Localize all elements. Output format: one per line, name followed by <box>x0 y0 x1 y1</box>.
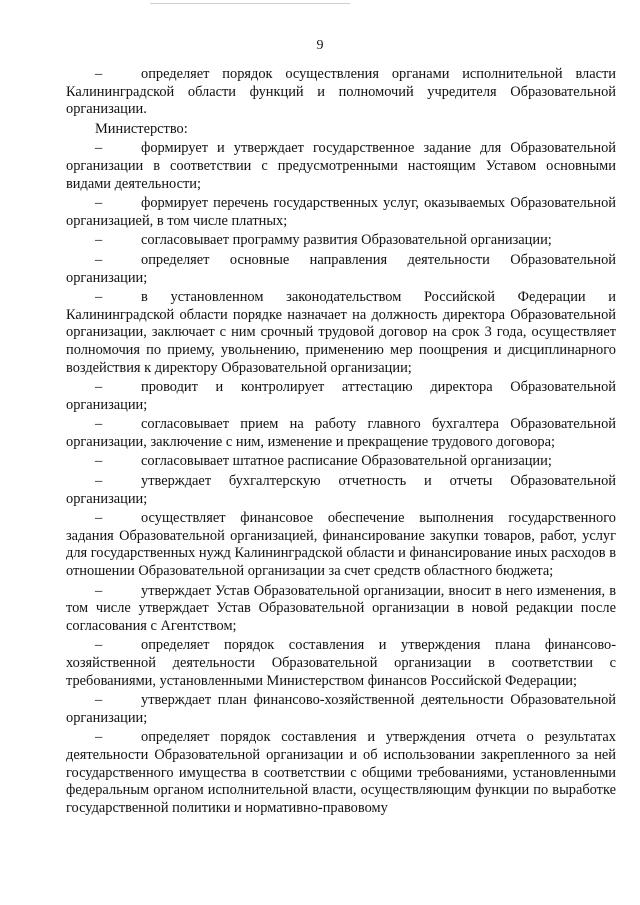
paragraph <box>66 637 616 690</box>
paragraph-text: утверждает бухгалтерскую отчетность и отчеты Образовательной организации; <box>66 473 616 507</box>
page-top-rule <box>150 3 350 4</box>
list-dash: – <box>95 232 103 249</box>
paragraph <box>66 379 616 414</box>
paragraph-text: Министерство: <box>95 120 188 137</box>
list-dash: – <box>95 379 103 396</box>
list-dash: – <box>95 140 103 157</box>
list-dash: – <box>95 289 103 306</box>
paragraph-text: определяет порядок составления и утверждения плана финансово-хозяйственной деятельности Образовательной организации в соответствии с требованиями, установленными Министерством финансов Российской Федерации; <box>66 637 616 689</box>
paragraph <box>66 453 616 471</box>
paragraph-text: осуществляет финансовое обеспечение выполнения государственного задания Образовательной организацией, финансирование закупки товаров, работ, услуг для государственных нужд Калининградской области и финансирование иных расходов в отношении Образовательной организации за счет средств областного бюджета; <box>66 510 616 580</box>
paragraph <box>66 140 616 193</box>
paragraph-text: утверждает Устав Образовательной организации, вносит в него изменения, в том числе утверждает Устав Образовательной организации в новой редакции после согласования с Агентством; <box>66 582 616 634</box>
paragraph <box>66 473 616 508</box>
paragraph-text: в установленном законодательством Российской Федерации и Калининградской области порядке назначает на должность директора Образовательной организации, заключает с ним срочный трудовой договор на срок 3 года, осуществляет полномочия по приему, увольнению, применению мер поощрения и дисциплинарного воздействия к директору Образовательной организации; <box>66 289 616 376</box>
paragraph-text: согласовывает прием на работу главного бухгалтера Образовательной организации, заключение с ним, изменение и прекращение трудового договора; <box>66 416 616 450</box>
paragraph <box>66 729 616 817</box>
paragraph <box>66 416 616 451</box>
paragraph <box>66 692 616 727</box>
list-dash: – <box>95 416 103 433</box>
list-dash: – <box>95 195 103 212</box>
paragraph <box>66 289 616 377</box>
paragraph-text: утверждает план финансово-хозяйственной деятельности Образовательной организации; <box>66 692 616 726</box>
paragraph <box>66 252 616 287</box>
paragraph-text: проводит и контролирует аттестацию директора Образовательной организации; <box>66 379 616 413</box>
page-number: 9 <box>316 38 324 53</box>
list-dash: – <box>95 473 103 490</box>
paragraph <box>66 232 616 250</box>
list-dash: – <box>95 637 103 654</box>
paragraph-text: определяет основные направления деятельности Образовательной организации; <box>66 251 616 286</box>
paragraph <box>66 195 616 230</box>
paragraph <box>66 66 616 119</box>
paragraph-text: определяет порядок осуществления органами исполнительной власти Калининградской области функций и полномочий учредителя Образовательной организации. <box>66 66 616 118</box>
list-dash: – <box>95 453 103 470</box>
paragraph-text: формирует перечень государственных услуг, оказываемых Образовательной организацией, в том числе платных; <box>66 195 616 229</box>
list-dash: – <box>95 692 103 709</box>
list-dash: – <box>95 251 103 268</box>
list-dash: – <box>95 582 103 599</box>
paragraph <box>66 583 616 636</box>
paragraph-text: определяет порядок составления и утверждения отчета о результатах деятельности Образовательной организации и об использовании закрепленного за ней государственного имущества в соответствии с общими требованиями, установленными федеральным органом исполнительной власти, осуществляющим функции по выработке государственной политики и нормативно-правовому <box>66 729 616 816</box>
document-body <box>66 66 616 819</box>
paragraph-text: согласовывает штатное расписание Образовательной организации; <box>141 453 552 470</box>
paragraph <box>66 510 616 580</box>
paragraph <box>66 121 616 139</box>
list-dash: – <box>95 729 103 746</box>
list-dash: – <box>95 66 103 82</box>
paragraph-text: формирует и утверждает государственное задание для Образовательной организации в соответствии с предусмотренными настоящим Уставом основными видами деятельности; <box>66 140 616 192</box>
paragraph-text: согласовывает программу развития Образовательной организации; <box>141 232 552 249</box>
list-dash: – <box>95 510 103 527</box>
